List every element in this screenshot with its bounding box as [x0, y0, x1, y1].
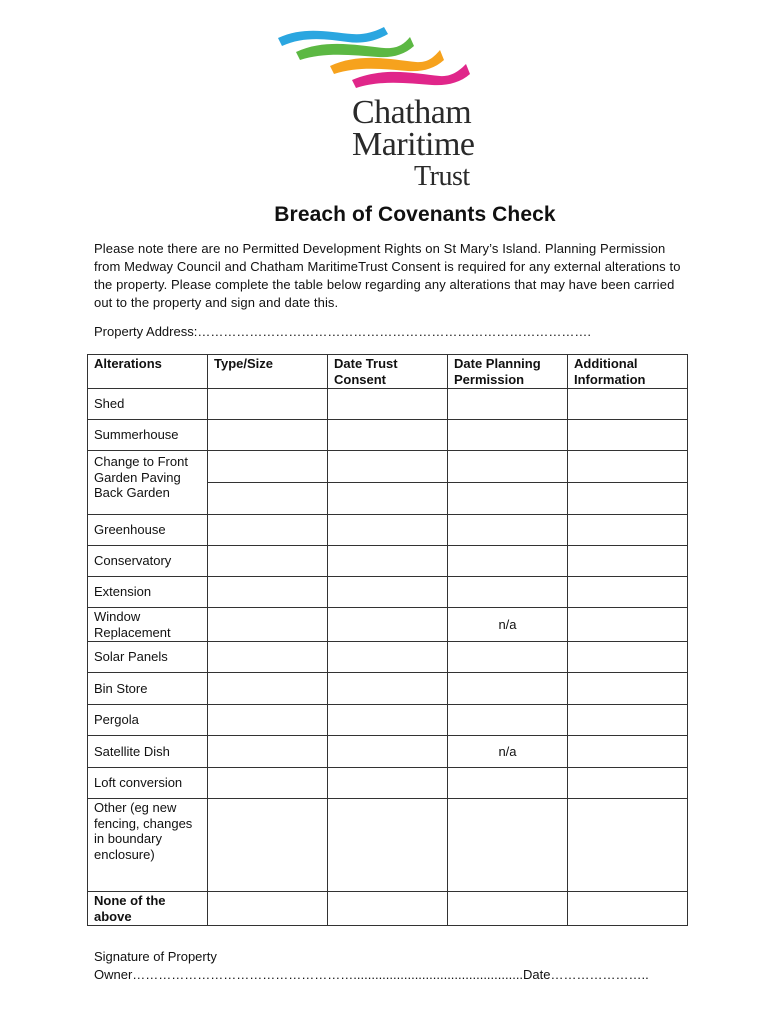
alteration-label: Change to Front Garden Paving Back Garden: [88, 451, 208, 515]
date-trust-consent-cell[interactable]: [328, 892, 448, 926]
date-planning-permission-cell[interactable]: n/a: [448, 608, 568, 642]
additional-information-cell[interactable]: [568, 515, 688, 546]
date-trust-consent-cell[interactable]: [328, 768, 448, 799]
date-trust-consent-cell[interactable]: [328, 577, 448, 608]
table-row: [88, 799, 688, 892]
logo-text-trust: Trust: [414, 161, 470, 192]
additional-information-cell[interactable]: [568, 892, 688, 926]
signature-block: [94, 948, 649, 984]
date-planning-permission-cell[interactable]: [448, 768, 568, 799]
date-trust-consent-cell[interactable]: [328, 451, 448, 483]
date-planning-permission-cell[interactable]: [448, 515, 568, 546]
alteration-label: Bin Store: [88, 673, 208, 705]
alteration-label: Solar Panels: [88, 642, 208, 673]
signature-label: Signature of Property: [94, 949, 217, 964]
alteration-label: Greenhouse: [88, 515, 208, 546]
additional-information-cell[interactable]: [568, 642, 688, 673]
alteration-label: Conservatory: [88, 546, 208, 577]
table-row: [88, 577, 688, 608]
date-planning-permission-cell[interactable]: [448, 389, 568, 420]
type-size-cell[interactable]: [208, 546, 328, 577]
additional-information-cell[interactable]: [568, 483, 688, 515]
alteration-label: Summerhouse: [88, 420, 208, 451]
table-header-row: [88, 355, 688, 389]
column-header-alterations: Alterations: [88, 355, 208, 389]
type-size-cell[interactable]: [208, 673, 328, 705]
table-row: [88, 608, 688, 642]
date-planning-permission-cell[interactable]: [448, 705, 568, 736]
alteration-label: Loft conversion: [88, 768, 208, 799]
column-header-date-planning-permission: Date Planning Permission: [448, 355, 568, 389]
type-size-cell[interactable]: [208, 768, 328, 799]
type-size-cell[interactable]: [208, 736, 328, 768]
alteration-label: Satellite Dish: [88, 736, 208, 768]
type-size-cell[interactable]: [208, 420, 328, 451]
alteration-label: Extension: [88, 577, 208, 608]
column-header-additional-information: Additional Information: [568, 355, 688, 389]
logo-text-chatham: Chatham: [352, 94, 472, 131]
type-size-cell[interactable]: [208, 608, 328, 642]
date-planning-permission-cell[interactable]: [448, 420, 568, 451]
additional-information-cell[interactable]: [568, 673, 688, 705]
additional-information-cell[interactable]: [568, 705, 688, 736]
date-trust-consent-cell[interactable]: [328, 608, 448, 642]
additional-information-cell[interactable]: [568, 546, 688, 577]
additional-information-cell[interactable]: [568, 577, 688, 608]
additional-information-cell[interactable]: [568, 420, 688, 451]
type-size-cell[interactable]: [208, 515, 328, 546]
table-row: [88, 736, 688, 768]
alteration-label: None of the above: [88, 892, 208, 926]
table-row: [88, 768, 688, 799]
date-planning-permission-cell[interactable]: n/a: [448, 736, 568, 768]
table-row: [88, 705, 688, 736]
date-trust-consent-cell[interactable]: [328, 642, 448, 673]
table-row: [88, 389, 688, 420]
additional-information-cell[interactable]: [568, 736, 688, 768]
date-trust-consent-cell[interactable]: [328, 515, 448, 546]
date-planning-permission-cell[interactable]: [448, 577, 568, 608]
table-row: [88, 451, 688, 483]
table-row: [88, 642, 688, 673]
property-address-field[interactable]: Property Address:……………………………………………………………………………….: [94, 324, 591, 339]
type-size-cell[interactable]: [208, 451, 328, 483]
type-size-cell[interactable]: [208, 642, 328, 673]
additional-information-cell[interactable]: [568, 389, 688, 420]
date-planning-permission-cell[interactable]: [448, 642, 568, 673]
type-size-cell[interactable]: [208, 705, 328, 736]
table-row: [88, 546, 688, 577]
type-size-cell[interactable]: [208, 483, 328, 515]
alteration-label: Pergola: [88, 705, 208, 736]
date-planning-permission-cell[interactable]: [448, 892, 568, 926]
date-trust-consent-cell[interactable]: [328, 546, 448, 577]
additional-information-cell[interactable]: [568, 768, 688, 799]
additional-information-cell[interactable]: [568, 799, 688, 892]
logo-text-maritime: Maritime: [352, 126, 475, 163]
date-planning-permission-cell[interactable]: [448, 451, 568, 483]
column-header-type-size: Type/Size: [208, 355, 328, 389]
additional-information-cell[interactable]: [568, 451, 688, 483]
alteration-label: Other (eg new fencing, changes in boundary enclosure): [88, 799, 208, 892]
date-trust-consent-cell[interactable]: [328, 420, 448, 451]
logo-waves-graphic: [276, 24, 472, 90]
date-trust-consent-cell[interactable]: [328, 705, 448, 736]
type-size-cell[interactable]: [208, 577, 328, 608]
date-planning-permission-cell[interactable]: [448, 483, 568, 515]
alteration-label: Shed: [88, 389, 208, 420]
alterations-table: [87, 354, 688, 926]
date-planning-permission-cell[interactable]: [448, 546, 568, 577]
date-planning-permission-cell[interactable]: [448, 673, 568, 705]
type-size-cell[interactable]: [208, 389, 328, 420]
table-row: [88, 515, 688, 546]
signature-date-field[interactable]: Owner……………………………………………...............................................Date…………………..: [94, 967, 649, 982]
intro-paragraph: Please note there are no Permitted Development Rights on St Mary’s Island. Planning Permission from Medway Council and Chatham MaritimeTrust Consent is required for any external alterations to the property. Please complete the table below regarding any alterations that may have been carried out to the property and sign and date this.: [94, 241, 681, 310]
page-title: Breach of Covenants Check: [274, 203, 556, 226]
date-trust-consent-cell[interactable]: [328, 736, 448, 768]
alteration-label: Window Replacement: [88, 608, 208, 642]
date-trust-consent-cell[interactable]: [328, 483, 448, 515]
table-row: [88, 892, 688, 926]
column-header-date-trust-consent: Date Trust Consent: [328, 355, 448, 389]
type-size-cell[interactable]: [208, 799, 328, 892]
date-planning-permission-cell[interactable]: [448, 799, 568, 892]
additional-information-cell[interactable]: [568, 608, 688, 642]
table-row: [88, 673, 688, 705]
type-size-cell[interactable]: [208, 892, 328, 926]
date-trust-consent-cell[interactable]: [328, 673, 448, 705]
logo-wave-blue: [278, 27, 388, 46]
date-trust-consent-cell[interactable]: [328, 799, 448, 892]
table-row: [88, 420, 688, 451]
date-trust-consent-cell[interactable]: [328, 389, 448, 420]
